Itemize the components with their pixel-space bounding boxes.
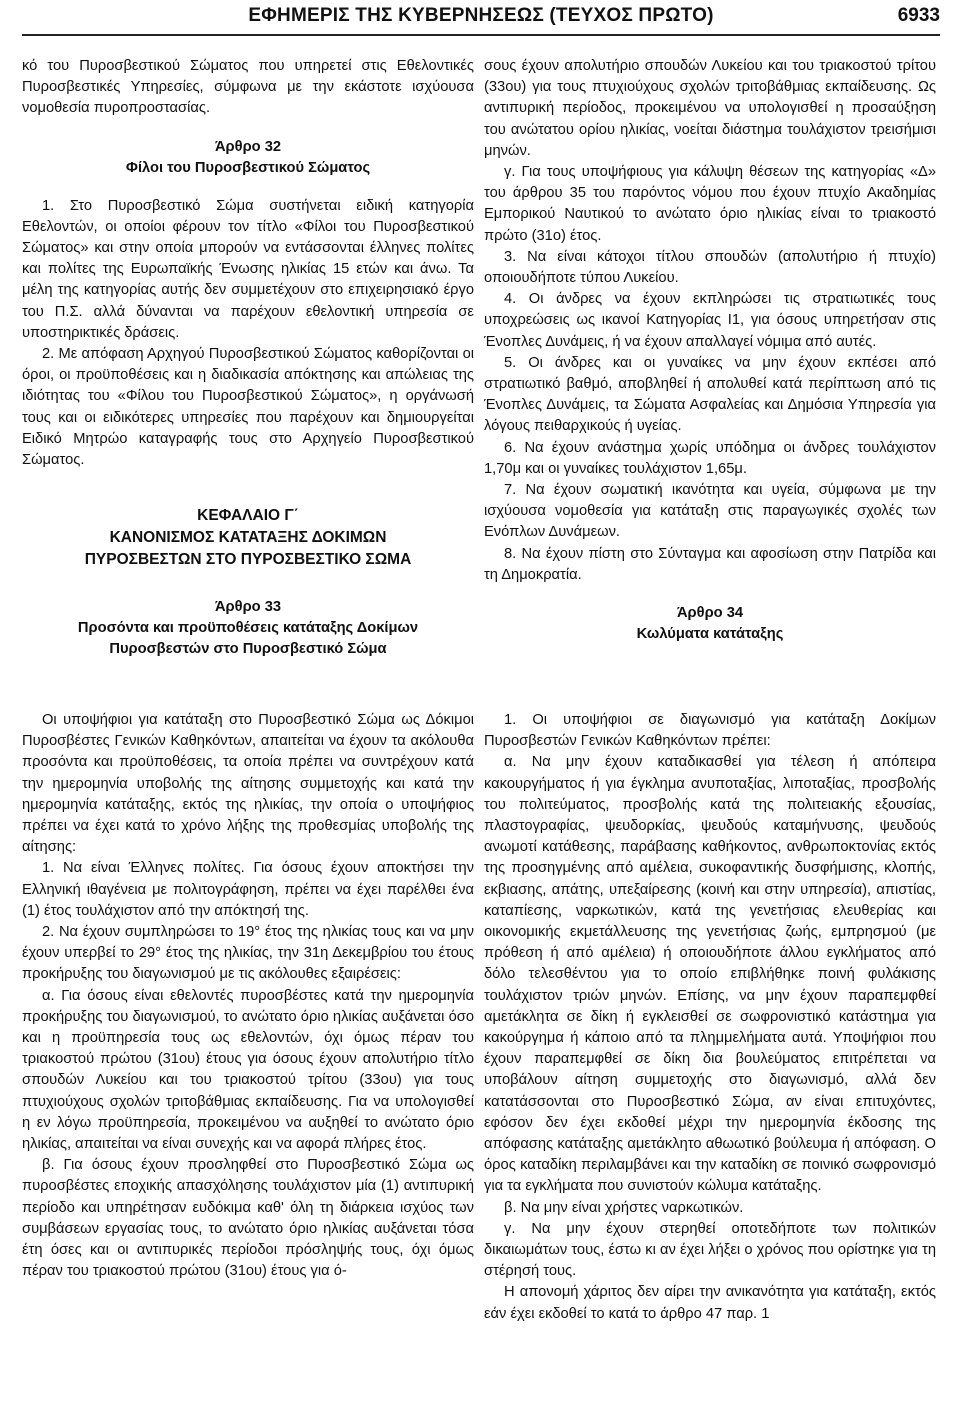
article-34-item-beta: β. Να μην είναι χρήστες ναρκωτικών. — [504, 1199, 744, 1216]
article-34-item-gamma: γ. Να μην έχουν στερηθεί οποτεδήποτε των πολιτικών δικαιωμάτων τους, έστω κι αν έχει λήξει ο χρόνος που ορίστηκε για τη στέρησή τους. — [484, 1220, 936, 1280]
article-32-title: Άρθρο 32 — [214, 138, 282, 155]
paragraph-item-3: 3. Να είναι κάτοχοι τίτλου σπουδών (απολυτήριο ή πτυχίο) οποιουδήποτε τύπου Λυκείου. — [484, 248, 936, 287]
article-33-item-2: 2. Να έχουν συμπληρώσει το 19° έτος της ηλικίας τους και να μην έχουν υπερβεί το 29° έτος της ηλικίας, την 31η Δεκεμβρίου του έτους προκήρυξης του διαγωνισμού με τις ακόλουθες εξαιρέσεις: — [22, 924, 474, 983]
chapter-title-line-2: ΠΥΡΟΣΒΕΣΤΩΝ ΣΤΟ ΠΥΡΟΣΒΕΣΤΙΚΟ ΣΩΜΑ — [84, 551, 412, 569]
article-32-paragraph-2: 2. Με απόφαση Αρχηγού Πυροσβεστικού Σώματος καθορίζονται οι όροι, οι προϋποθέσεις και η διαδικασία απόκτησης και απώλειας της ιδιότητας του «Φίλου του Πυροσβεστικού Σώματος», η οργάνωσή τους και οι ειδικότερες υπηρεσίες που παρέχουν και δημιουργείται Ειδικό Μητρώο καταγραφής τους στο Αρχηγείο Πυροσβεστικού Σώματος. — [22, 346, 474, 469]
article-33-title: Άρθρο 33 — [214, 599, 282, 616]
article-33-item-beta: β. Για όσους έχουν προσληφθεί στο Πυροσβεστικό Σώμα ως πυροσβέστες εποχικής απασχόλησης τουλάχιστον μία (1) αντιπυρική περίοδο και υπηρέτησαν ευδόκιμα καθ' όλη τη διάρκεια ισχύος των συμβάσεων εργασίας τους, το ανώτατο όριο ηλικίας αυξάνεται τόσα έτη όσες και οι αντιπυρικές περίοδοι πρόσληψής τους, όχι όμως πέραν του τριακοστού πρώτου (31ου) έτους για ό- — [22, 1157, 474, 1280]
paragraph-item-4: 4. Οι άνδρες να έχουν εκπληρώσει τις στρατιωτικές τους υποχρεώσεις ως ικανοί Κατηγορίας Ι1, για όσους υπηρετήσαν στις Ένοπλες Δυνάμεις, ή να έχουν απαλλαγεί νόμιμα από αυτές. — [484, 291, 936, 350]
paragraph-item-8: 8. Να έχουν πίστη στο Σύνταγμα και αφοσίωση στην Πατρίδα και τη Δημοκρατία. — [484, 545, 936, 583]
article-33-subtitle-line-1: Προσόντα και προϋποθέσεις κατάταξης Δοκίμων — [77, 620, 419, 637]
left-column-bottom — [22, 710, 474, 1282]
article-34-item-alpha: α. Να μην έχουν καταδικασθεί για τέλεση ή απόπειρα κακουργήματος ή για έγκλημα ανυποταξίας, λιποταξίας, προσβολής του πολιτεύματος, προσβολής κατά της πολιτειακής εξουσίας, πλαστογραφίας, ψευδορκίας, ψευδούς καταμήνυσης, ψευδούς ανωμοτί κατάθεσης, παράβασης καθήκοντος, ανθρωποκτονίας εκτός της προσηγμένης από αμέλεια, συκοφαντικής δυσφήμισης, κλοπής, εκβιασης, απάτης, υπεξαίρεσης (κοινή και στην υπηρεσία), απιστίας, καταπίεσης, ναρκωτικών, κατά της γενετήσιας ελευθερίας και οικονομικής εκμετάλλευσης της γενετήσιας ζωής, εμπρησμού (με πρόθεση ή από αμέλεια) ή οποιουδήποτε άλλου εγκλήματος από δόλο τελεσθέντου για το οποίο επιβλήθηκε ποινή φυλάκισης τουλάχιστον τριών μηνών. Επίσης, να μην έχουν παραπεμφθεί αμετάκλητα σε δίκη ή εγκλεισθεί σε σωφρονιστικό κατάστημα για κακούργημα ή κάποιο από τα πλημμελήματα αυτά. Υποψήφιοι που έχουν παραπεμφθεί σε δίκη δια βουλεύματος επιτρέπεται να υποβάλουν αίτηση συμμετοχής στο διαγωνισμό, αλλά δεν κατατάσσονται στο Πυροσβεστικό Σώμα, αν είναι επιτυχόντες, εφόσον δεν έχει εκδοθεί μέχρι την ημερομηνία έκδοσης της απόφασης κατάταξης αμετάκλητο αθωωτικό βούλευμα ή απόφαση. Ο όρος καταδίκη περιλαμβάνει και την καταδίκη σε ποινικό σωφρονισμό για τα εγκλήματα που συνιστούν κώλυμα κατάταξης. — [484, 754, 936, 1195]
page-header — [22, 0, 940, 36]
paragraph-item-7: 7. Να έχουν σωματική ικανότητα και υγεία, σύμφωνα με την ισχύουσα νομοθεσία για κατάταξη στις παραγωγικές σχολές των Ενόπλων Δυνάμεων. — [484, 482, 936, 541]
paragraph-item-gamma: γ. Για τους υποψήφιους για κάλυψη θέσεων της κατηγορίας «Δ» του άρθρου 35 του παρόντος νόμου που έχουν πτυχίο Ακαδημίας Εμπορικού Ναυτικού το ανώτατο όριο ηλικίας είναι το τριακοστό πρώτο (31ο) έτος. — [484, 164, 936, 244]
right-column-bottom — [484, 710, 936, 1325]
paragraph-item-5: 5. Οι άνδρες και οι γυναίκες να μην έχουν εκπέσει από στρατιωτικό βαθμό, αποβληθεί ή απολυθεί κατά περίπτωση από τις Ένοπλες Δυνάμεις, τα Σώματα Ασφαλείας και Δημόσια Υπηρεσία για λόγους πειθαρχικούς ή υγείας. — [484, 354, 936, 435]
chapter-title-line-1: ΚΑΝΟΝΙΣΜΟΣ ΚΑΤΑΤΑΞΗΣ ΔΟΚΙΜΩΝ — [109, 529, 387, 547]
article-33-intro: Οι υποψήφιοι για κατάταξη στο Πυροσβεστικό Σώμα ως Δόκιμοι Πυροσβέστες Γενικών Καθηκόντων, απαιτείται να έχουν τα ακόλουθα προσόντα και προϋποθέσεις, τα οποία πρέπει να συντρέχουν κατά την ημερομηνία υποβολής της αίτησης συμμετοχής και κατά την ημερομηνία κατάταξης, εκτός της ηλικίας, την οποία ο υποψήφιος πρέπει να έχει κατά το χρόνο λήξης της προθεσμίας υποβολής της αίτησης: — [22, 712, 474, 856]
article-32-paragraph-1: 1. Στο Πυροσβεστικό Σώμα συστήνεται ειδική κατηγορία Εθελοντών, οι οποίοι φέρουν τον τίτλο «Φίλοι του Πυροσβεστικού Σώματος» και στην οποία μπορούν να εντάσσονται έλληνες πολίτες και πολίτες της Ευρωπαϊκής Ένωσης ηλικίας 15 ετών και άνω. Τα μέλη της κατηγορίας αυτής δεν συμμετέχουν στο επιχειρησιακό έργο του Π.Σ. αλλά δύνανται να παρέχουν εθελοντική υπηρεσία σε υποστηρικτικές δράσεις. — [22, 197, 474, 341]
article-34-title: Άρθρο 34 — [676, 605, 744, 622]
right-column-top — [484, 56, 936, 645]
chapter-label: ΚΕΦΑΛΑΙΟ Γ΄ — [197, 507, 299, 525]
paragraph-item-6: 6. Να έχουν ανάστημα χωρίς υπόδημα οι άνδρες τουλάχιστον 1,70μ και οι γυναίκες τουλάχιστον 1,65μ. — [484, 439, 936, 477]
article-34-item-1: 1. Οι υποψήφιοι σε διαγωνισμό για κατάταξη Δοκίμων Πυροσβεστών Γενικών Καθηκόντων πρέπει: — [484, 712, 936, 750]
article-33-item-1: 1. Να είναι Έλληνες πολίτες. Για όσους έχουν αποκτήσει την Ελληνική ιθαγένεια με πολιτογράφηση, πρέπει να έχει παρέλθει ένα (1) έτος τουλάχιστον από την απόκτησή της. — [22, 860, 474, 919]
gazette-title: ΕΦΗΜΕΡΙΣ ΤΗΣ ΚΥΒΕΡΝΗΣΕΩΣ (ΤΕΥΧΟΣ ΠΡΩΤΟ) — [248, 5, 714, 26]
left-column-top — [22, 56, 474, 660]
paragraph-continuation: κό του Πυροσβεστικού Σώματος που υπηρετεί στις Εθελοντικές Πυροσβεστικές Υπηρεσίες, σύμφωνα με την εκάστοτε ισχύουσα νομοθεσία πυροπροστασίας. — [22, 58, 474, 117]
article-34-closing: Η απονομή χάριτος δεν αίρει την ανικανότητα για κατάταξη, εκτός εάν έχει εκδοθεί το κατά το άρθρο 47 παρ. 1 — [484, 1284, 936, 1322]
page-number: 6933 — [897, 5, 940, 26]
article-32-subtitle: Φίλοι του Πυροσβεστικού Σώματος — [125, 159, 371, 176]
article-33-subtitle-line-2: Πυροσβεστών στο Πυροσβεστικό Σώμα — [109, 641, 387, 658]
article-33-item-alpha: α. Για όσους είναι εθελοντές πυροσβέστες κατά την ημερομηνία προκήρυξης του διαγωνισμού, το ανώτατο όριο ηλικίας αυξάνεται όσο και η προϋπηρεσία τους ως εθελοντών, όχι όμως πέραν του τριακοστού πρώτου (31ου) έτους για όσους έχουν απολυτήριο τίτλο σπουδών Λυκείου και του τριακοστού τρίτου (33ου) για τους πτυχιούχους σχολών τριτοβάθμιας εκπαίδευσης. Για να υπολογισθεί η εν λόγω προϋπηρεσία, προκειμένου να αυξηθεί το ανώτατο όριο ηλικίας, απαιτείται να είναι συνεχής και να αφορά πλήρες έτος. — [22, 987, 474, 1153]
article-34-subtitle: Κωλύματα κατάταξης — [636, 626, 784, 643]
paragraph-continuation: σους έχουν απολυτήριο σπουδών Λυκείου και του τριακοστού τρίτου (33ου) για τους πτυχιούχους σχολών τριτοβάθμιας εκπαίδευσης. Ως αντιπυρική περίοδος, προκειμένου να υπολογισθεί η προσαύξηση του ανώτατου ορίου ηλικίας, νοείται διάστημα τουλάχιστον τρεισήμισι μηνών. — [484, 58, 936, 159]
